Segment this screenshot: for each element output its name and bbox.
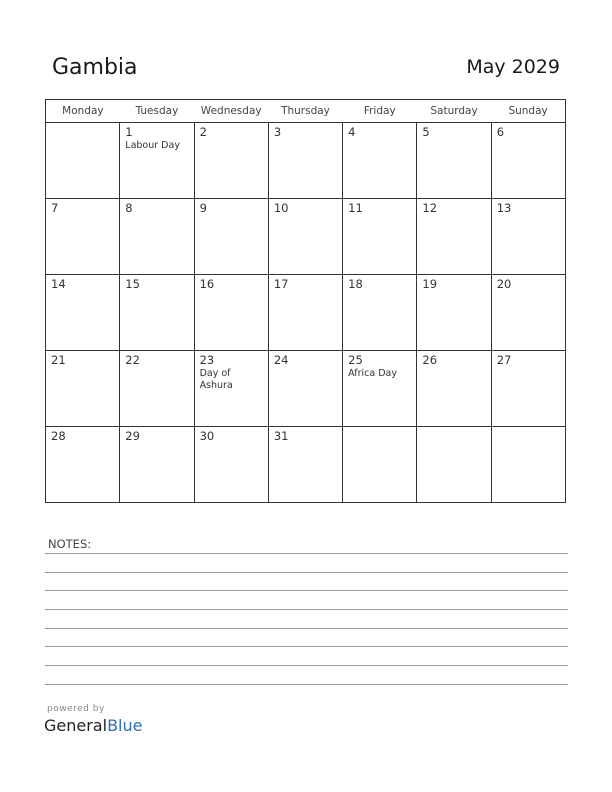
day-cell[interactable] [343,275,417,351]
day-number: 31 [273,429,289,443]
note-line [45,553,568,554]
weekday-header: Tuesday [120,100,194,123]
day-cell[interactable] [343,123,417,199]
day-number: 15 [125,277,140,291]
day-cell[interactable] [417,123,491,199]
day-number: 5 [422,125,430,139]
day-cell[interactable] [343,351,417,427]
day-number: 19 [422,277,438,291]
day-number: 6 [496,125,505,139]
day-number: 11 [348,201,363,215]
generalblue-logo[interactable] [44,716,142,735]
day-cell[interactable] [194,275,268,351]
day-number: 8 [125,201,133,215]
weekday-header: Sunday [491,100,565,123]
brand-general: General [44,716,108,735]
note-line [45,590,568,591]
note-line [45,684,568,685]
day-number: 22 [125,353,140,367]
day-number: 9 [199,201,207,215]
week-row [46,275,566,351]
note-line [45,665,568,666]
month-year-title: May 2029 [466,56,560,78]
day-number: 13 [496,201,512,215]
holiday-label: Day of Ashura [199,368,233,391]
day-cell[interactable] [120,427,194,503]
day-number: 2 [199,125,207,139]
day-cell[interactable] [491,351,565,427]
day-cell[interactable] [268,427,342,503]
day-cell[interactable] [491,199,565,275]
day-cell[interactable] [491,275,565,351]
week-row [46,427,566,503]
weekday-header: Friday [343,100,417,123]
day-number: 18 [348,277,363,291]
day-number: 27 [496,353,512,367]
day-number: 26 [422,353,438,367]
note-line [45,572,568,573]
day-cell[interactable] [417,199,491,275]
day-cell[interactable] [194,427,268,503]
holiday-label: Africa Day [348,368,397,379]
day-cell[interactable] [194,199,268,275]
day-number: 24 [273,353,289,367]
day-number: 23 [199,353,215,367]
day-number: 28 [51,429,66,443]
day-cell[interactable] [46,123,120,199]
day-cell[interactable] [120,123,194,199]
week-row [46,199,566,275]
day-number: 17 [273,277,289,291]
day-number: 16 [199,277,215,291]
note-line [45,609,568,610]
day-number: 14 [51,277,66,291]
weekday-header: Wednesday [194,100,268,123]
day-number: 21 [51,353,66,367]
day-number: 12 [422,201,438,215]
day-number: 4 [348,125,356,139]
day-cell[interactable] [120,351,194,427]
day-cell[interactable] [268,123,342,199]
day-number: 20 [496,277,512,291]
day-cell[interactable] [268,351,342,427]
day-number: 3 [273,125,282,139]
day-number: 1 [125,125,133,139]
weekday-header: Thursday [268,100,342,123]
day-number: 25 [348,353,363,367]
powered-by-text: powered by [47,704,105,714]
note-line [45,628,568,629]
day-cell[interactable] [268,275,342,351]
day-cell[interactable] [417,275,491,351]
day-number: 29 [125,429,140,443]
day-cell[interactable] [417,427,491,503]
day-cell[interactable] [120,275,194,351]
weekday-header: Saturday [417,100,491,123]
day-cell[interactable] [268,199,342,275]
day-cell[interactable] [46,275,120,351]
brand-blue: Blue [107,716,143,735]
day-cell[interactable] [343,199,417,275]
day-cell[interactable] [491,427,565,503]
week-row [46,123,566,199]
day-cell[interactable] [194,123,268,199]
day-cell[interactable] [194,351,268,427]
day-cell[interactable] [46,427,120,503]
notes-label: NOTES: [48,537,92,551]
day-number: 7 [51,201,59,215]
holiday-label: Labour Day [125,140,180,151]
weekday-header: Monday [46,100,120,123]
calendar-grid [45,99,566,503]
day-cell[interactable] [46,199,120,275]
day-number: 10 [273,201,289,215]
weekday-header-row [46,100,566,123]
week-row [46,351,566,427]
country-title: Gambia [52,55,138,80]
day-cell[interactable] [120,199,194,275]
day-cell[interactable] [417,351,491,427]
day-number: 30 [199,429,215,443]
day-cell[interactable] [46,351,120,427]
note-line [45,646,568,647]
day-cell[interactable] [491,123,565,199]
day-cell[interactable] [343,427,417,503]
